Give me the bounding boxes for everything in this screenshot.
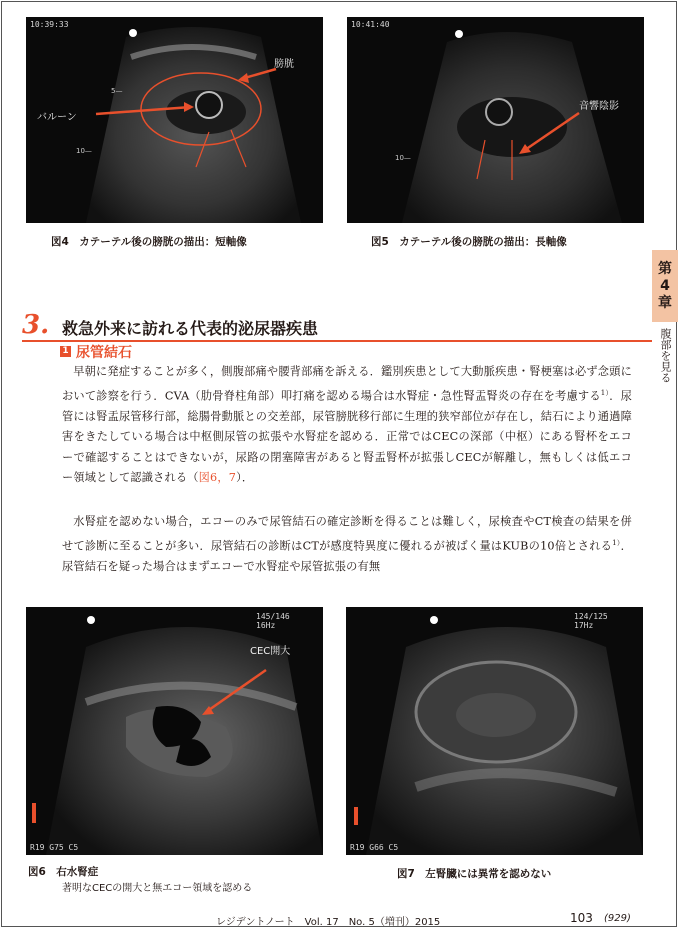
svg-text:5—: 5— (111, 87, 123, 95)
ultrasound-image-fig4 (26, 17, 323, 223)
paragraph-1 (62, 362, 632, 489)
footer-page-paren: (929) (604, 913, 631, 924)
chapter-char-1: 第 (658, 260, 672, 277)
footer-journal: レジデントノート Vol. 17 No. 5（増刊）2015 (216, 917, 441, 928)
section-title: 救急外来に訪れる代表的泌尿器疾患 (62, 319, 319, 338)
subsection-number: 1 (60, 346, 71, 357)
p2-text-a: 水腎症を認めない場合，エコーのみで尿管結石の確定診断を得ることは難しく，尿検査やCT検査の結果を併せて診断に至ることが多い．尿管結石の診断はCTが感度特異度に優れるが被ばく量はKUBの10倍とされる (62, 515, 632, 553)
p2-ref: 1） (612, 538, 621, 547)
fig7-info-tag: 124/125 17Hz (574, 612, 608, 630)
ultrasound-image-fig5 (347, 17, 644, 223)
fig4-time-tag: 10:39:33 (30, 20, 69, 29)
chapter-char-3: 章 (658, 294, 672, 311)
fig7-ultrasound-graphic (346, 607, 643, 855)
fig5-label-shadow: 音響陰影 (579, 101, 619, 112)
p1-ref: 1） (600, 388, 610, 397)
svg-text:10—: 10— (76, 147, 92, 155)
ultrasound-image-fig6 (26, 607, 323, 855)
p1-text-a: 早朝に発症することが多く，側腹部痛や腰背部痛を訴える．鑑別疾患として大動脈疾患・腎梗塞は必ず念頭において診察を行う．CVA（肋骨脊柱角部）叩打痛を認める場合は水腎症・急性腎盂腎炎の存在を考慮する (62, 365, 632, 403)
fig7-bottom-tag: R19 G66 C5 (350, 843, 399, 852)
p2-text-b: ．尿管結石を疑った場合はまずエコーで水腎症や尿管拡張の有無 (62, 539, 632, 573)
p1-text-c: ）． (236, 471, 254, 485)
fig4-label-balloon: バルーン (37, 112, 77, 123)
fig5-caption: 図5 カテーテル後の膀胱の描出：長軸像 (371, 236, 567, 248)
fig6-bottom-tag: R19 G75 C5 (30, 843, 79, 852)
fig6-info-tag: 145/146 16Hz (256, 612, 290, 630)
fig5-ultrasound-graphic (347, 17, 644, 223)
svg-text:10—: 10— (395, 154, 411, 162)
section-number: 3. (22, 310, 50, 340)
fig4-caption: 図4 カテーテル後の膀胱の描出：短軸像 (51, 236, 247, 248)
chapter-side-tab (652, 250, 678, 410)
fig5-time-tag: 10:41:40 (351, 20, 390, 29)
chapter-title: 腹部を見る (659, 328, 672, 383)
fig6-label-cec: CEC開大 (250, 646, 291, 657)
ultrasound-image-fig7 (346, 607, 643, 855)
p1-figure-ref: 図6，7 (198, 471, 237, 485)
p1-text-b: ．尿管には腎盂尿管移行部，総腸骨動脈との交差部，尿管膀胱移行部に生理的狭窄部位が存在し，結石により通過障害をきたしている場合は中枢側尿管の拡張や水腎症を認める．正常ではCECの深部（中枢）にある腎杯をエコーで確認することはできないが，尿路の閉塞障害があると腎盂腎杯が拡張しCECが解離し，無もしくは低エコー領域として認識される（ (62, 389, 633, 485)
fig6-subcaption: 著明なCECの開大と無エコー領域を認める (62, 883, 253, 894)
fig4-label-bladder: 膀胱 (274, 59, 294, 70)
fig7-caption: 図7 左腎臓には異常を認めない (397, 868, 552, 880)
footer-page-number: 103 (570, 911, 593, 925)
chapter-char-2: 4 (660, 277, 670, 294)
fig6-caption: 図6 右水腎症 (28, 866, 99, 878)
subsection-title: 尿管結石 (76, 345, 132, 361)
paragraph-2 (62, 512, 632, 577)
chapter-label (652, 250, 678, 322)
